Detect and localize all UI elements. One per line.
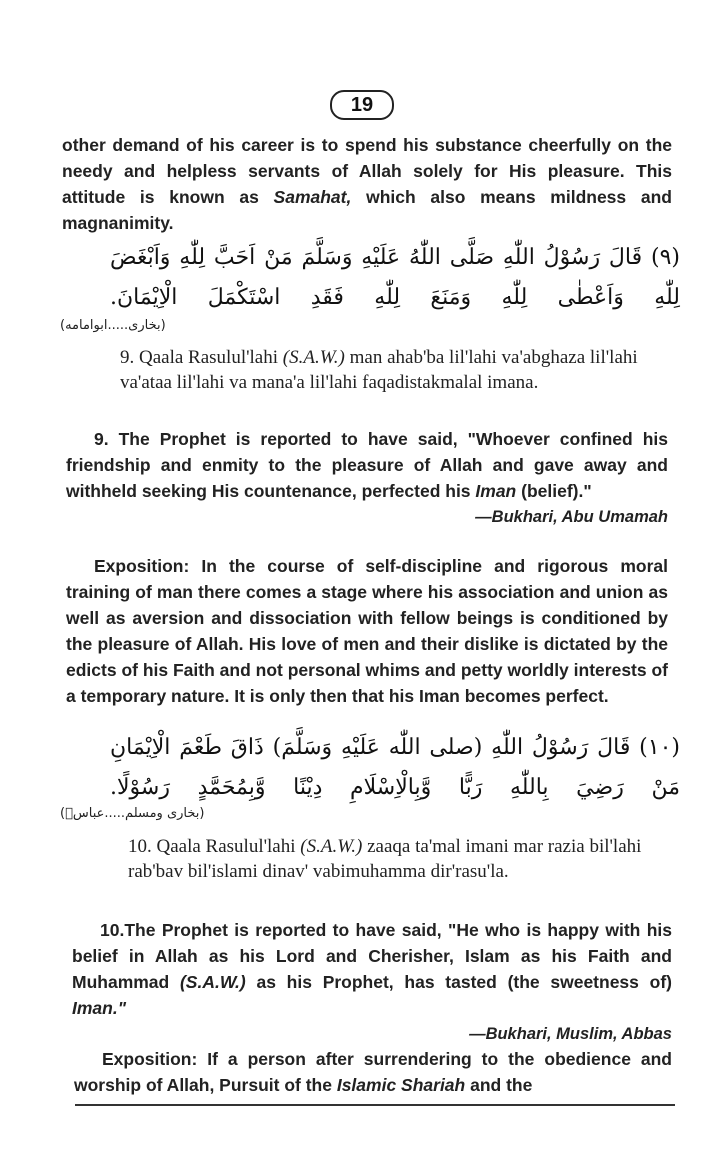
translation-10-a: 10.The Prophet is reported to have said, "He who is happy with his belief in Allah as his Lord and Cherisher, Islam as his Faith and Muhammad	[72, 920, 672, 992]
transliteration-10-saw: (S.A.W.)	[300, 836, 363, 857]
translation-10-b: as his Prophet, has tasted (the sweetness of)	[245, 972, 672, 992]
shariah-term: Islamic Shariah	[336, 1075, 466, 1095]
exposition-2-text-2: and the	[465, 1075, 533, 1095]
translation-9-b: (belief)."	[516, 481, 592, 501]
translation-10-iman: Iman."	[72, 998, 127, 1018]
intro-paragraph	[62, 132, 672, 236]
exposition-2-text-1: If a person after surrendering to the obedience and worship of Allah, Pursuit of the	[74, 1049, 672, 1095]
transliteration-10-b: zaaqa ta'mal imani mar razia bil'lahi rab'bav bil'islami dinav' vabimuhamma dir'rasu'la.	[128, 836, 642, 882]
exposition-1	[66, 553, 668, 709]
transliteration-9-b: man ahab'ba lil'lahi va'abghaza lil'lahi va'ataa lil'lahi va mana'a lil'lahi faqadistakmalal imana.	[120, 347, 638, 393]
transliteration-9-a: 9. Qaala Rasulul'lahi	[120, 347, 283, 368]
translation-10-saw: (S.A.W.)	[179, 972, 246, 992]
hadith-9-translation	[66, 426, 668, 530]
exposition-2	[74, 1046, 672, 1098]
transliteration-9-saw: (S.A.W.)	[282, 347, 345, 368]
intro-text-1: other demand of his career is to spend his substance cheerfully on the needy and helpless servants of Allah solely for His pleasure. This attitude is known as	[62, 135, 672, 207]
translation-9-iman: Iman	[475, 481, 517, 501]
hadith-9-attribution: —Bukhari, Abu Umamah	[475, 508, 668, 526]
exposition-2-label: Exposition:	[102, 1049, 198, 1069]
exposition-1-label: Exposition:	[94, 556, 190, 576]
hadith-10-attribution: —Bukhari, Muslim, Abbas	[469, 1025, 672, 1043]
hadith-10-reference: (بخاری ومسلم.....عباسؓ)	[60, 806, 205, 821]
samahat-term: Samahat,	[273, 187, 352, 207]
hadith-9-reference: (بخاری.....ابوامامه)	[60, 318, 166, 333]
transliteration-10-a: 10. Qaala Rasulul'lahi	[128, 836, 301, 857]
page-number: 19	[330, 90, 394, 120]
footer-rule	[75, 1104, 675, 1106]
hadith-10-arabic: (١٠) قَالَ رَسُوْلُ اللّٰهِ (صلى اللّٰه عَلَيْهِ وَسَلَّمَ) ذَاقَ طَعْمَ الْاِيْمَانِ مَنْ رَضِيَ بِاللّٰهِ رَبًّا وَّبِالْاِسْلَامِ دِيْنًا وَّبِمُحَمَّدٍ رَسُوْلًا.	[110, 735, 680, 800]
hadith-10-translation	[72, 917, 672, 1047]
hadith-9-arabic: (٩) قَالَ رَسُوْلُ اللّٰهِ صَلَّى اللّٰهُ عَلَيْهِ وَسَلَّمَ مَنْ اَحَبَّ لِلّٰهِ وَاَبْغَضَ لِلّٰهِ وَاَعْطٰى لِلّٰهِ وَمَنَعَ لِلّٰهِ فَقَدِ اسْتَكْمَلَ الْاِيْمَانَ.	[110, 245, 680, 310]
hadith-10-transliteration	[128, 834, 648, 884]
exposition-1-text: In the course of self-discipline and rigorous moral training of man there comes a stage where his association and union as well as aversion and dissociation with fellow beings is conditioned by the pleasure of Allah. His love of men and their dislike is dictated by the edicts of his Faith and not personal whims and petty worldly interests of a temporary nature. It is only then that his Iman becomes perfect.	[66, 556, 668, 706]
intro-text-2: which also means mildness and magnanimity.	[62, 187, 672, 233]
translation-9-a: 9. The Prophet is reported to have said, "Whoever confined his friendship and enmity to the pleasure of Allah and gave away and withheld seeking His countenance, perfected his	[66, 429, 668, 501]
hadith-9-transliteration	[120, 345, 640, 395]
